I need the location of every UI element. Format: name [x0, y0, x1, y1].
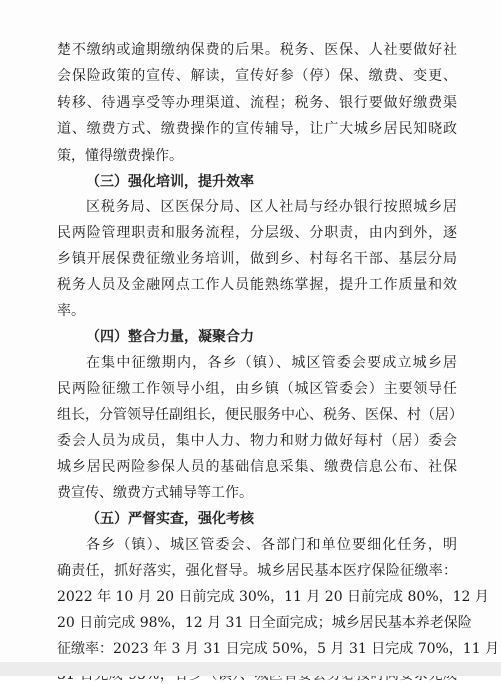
paragraph-line: 2022 年 10 月 20 日前完成 30%，11 月 20 日前完成 80%，12 月	[57, 589, 489, 605]
paragraph-line: 征缴率：2023 年 3 月 31 日完成 50%，5 月 31 日完成 70%，11 月	[57, 641, 500, 657]
section-heading: （四）整合力量，凝聚合力	[86, 329, 254, 345]
paragraph-line: 楚不缴纳或逾期缴纳保费的后果。税务、医保、人社要做好社	[57, 42, 457, 58]
paragraph-line: 在集中征缴期内，各乡（镇）、城区管委会要成立城乡居	[86, 355, 457, 371]
section-heading: （三）强化培训，提升效率	[86, 174, 254, 190]
section-heading: （五）严督实查，强化考核	[86, 511, 254, 527]
paragraph-line: 确责任，抓好落实，强化督导。城乡居民基本医疗保险征缴率：	[57, 563, 457, 579]
paragraph-line: 各乡（镇）、城区管委会、各部门和单位要细化任务，明	[86, 537, 457, 553]
paragraph-line: 委会人员为成员，集中人力、物力和财力做好每村（居）委会	[57, 433, 457, 449]
paragraph-line: 民两险征缴工作领导小组，由乡镇（城区管委会）主要领导任	[57, 381, 457, 397]
paragraph-line: 会保险政策的宣传、解读，宣传好参（停）保、缴费、变更、	[57, 68, 457, 84]
paragraph-line: 道、缴费方式、缴费操作的宣传辅导，让广大城乡居民知晓政	[57, 121, 457, 137]
paragraph-line: 乡镇开展保费征缴业务培训，做到乡、村每名干部、基层分局	[57, 251, 457, 267]
paragraph-line: 城乡居民两险参保人员的基础信息采集、缴费信息公布、社保	[57, 459, 457, 475]
paragraph-line: 区税务局、区医保分局、区人社局与经办银行按照城乡居	[86, 199, 457, 215]
paragraph-line: 20 日前完成 98%，12 月 31 日全面完成；城乡居民基本养老保险	[57, 615, 472, 631]
paragraph-line: 策，懂得缴费操作。	[57, 148, 183, 164]
paragraph-line: 费宣传、缴费方式辅导等工作。	[57, 485, 253, 501]
page-bottom-strip	[0, 662, 501, 676]
paragraph-line: 转移、待遇享受等办理渠道、流程；税务、银行要做好缴费渠	[57, 95, 457, 111]
paragraph-line: 率。	[57, 303, 85, 319]
paragraph-line: 税务人员及金融网点工作人员能熟练掌握，提升工作质量和效	[57, 277, 457, 293]
paragraph-line: 组长，分管领导任副组长，便民服务中心、税务、医保、村（居）	[57, 407, 463, 423]
paragraph-line: 民两险管理职责和服务流程，分层级、分职责，由内到外，逐	[57, 225, 457, 241]
